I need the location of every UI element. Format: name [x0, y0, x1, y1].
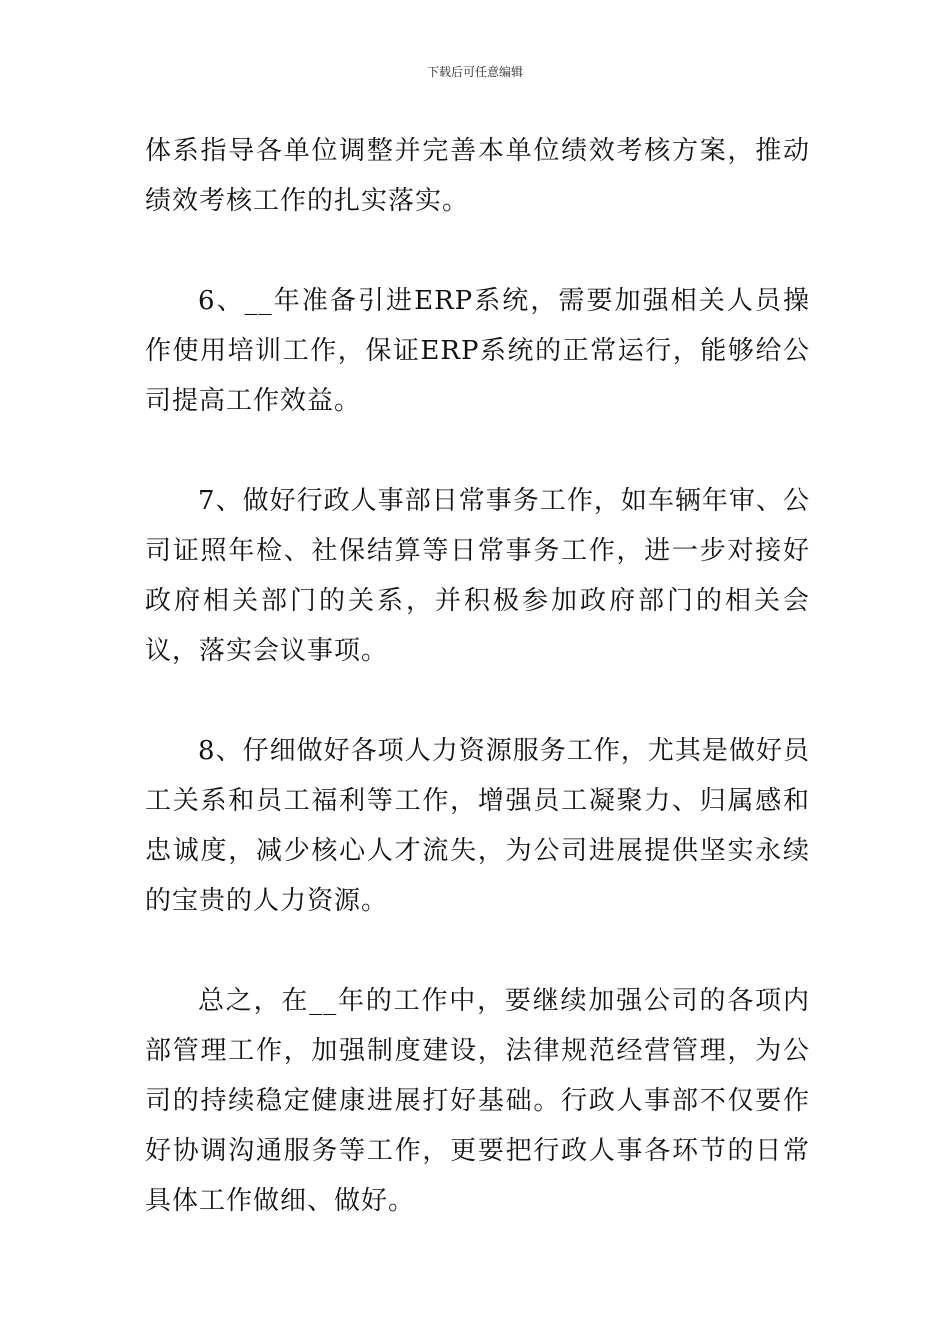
page-header: 下载后可任意编辑 [426, 65, 523, 79]
paragraph-item-6: 6、__年准备引进ERP系统，需要加强相关人员操作使用培训工作，保证ERP系统的正常运行，能够给公司提高工作效益。 [145, 286, 810, 416]
paragraph-gap [145, 226, 810, 276]
paragraph-summary: 总之，在__年的工作中，要继续加强公司的各项内部管理工作，加强制度建设，法律规范经营管理，为公司的持续稳定健康进展打好基础。行政人事部不仅要作好协调沟通服务等工作，更要把行政人事各环节的日常具体工作做细、做好。 [145, 986, 810, 1216]
paragraph-gap [145, 926, 810, 976]
paragraph-gap [145, 426, 810, 476]
paragraph-gap [145, 676, 810, 726]
document-body [145, 126, 810, 1226]
paragraph-item-8: 8、仔细做好各项人力资源服务工作，尤其是做好员工关系和员工福利等工作，增强员工凝聚力、归属感和忠诚度，减少核心人才流失，为公司进展提供坚实永续的宝贵的人力资源。 [145, 736, 810, 916]
paragraph-item-7: 7、做好行政人事部日常事务工作，如车辆年审、公司证照年检、社保结算等日常事务工作，进一步对接好政府相关部门的关系，并积极参加政府部门的相关会议，落实会议事项。 [145, 486, 810, 666]
paragraph-continuation: 体系指导各单位调整并完善本单位绩效考核方案，推动绩效考核工作的扎实落实。 [145, 136, 810, 216]
